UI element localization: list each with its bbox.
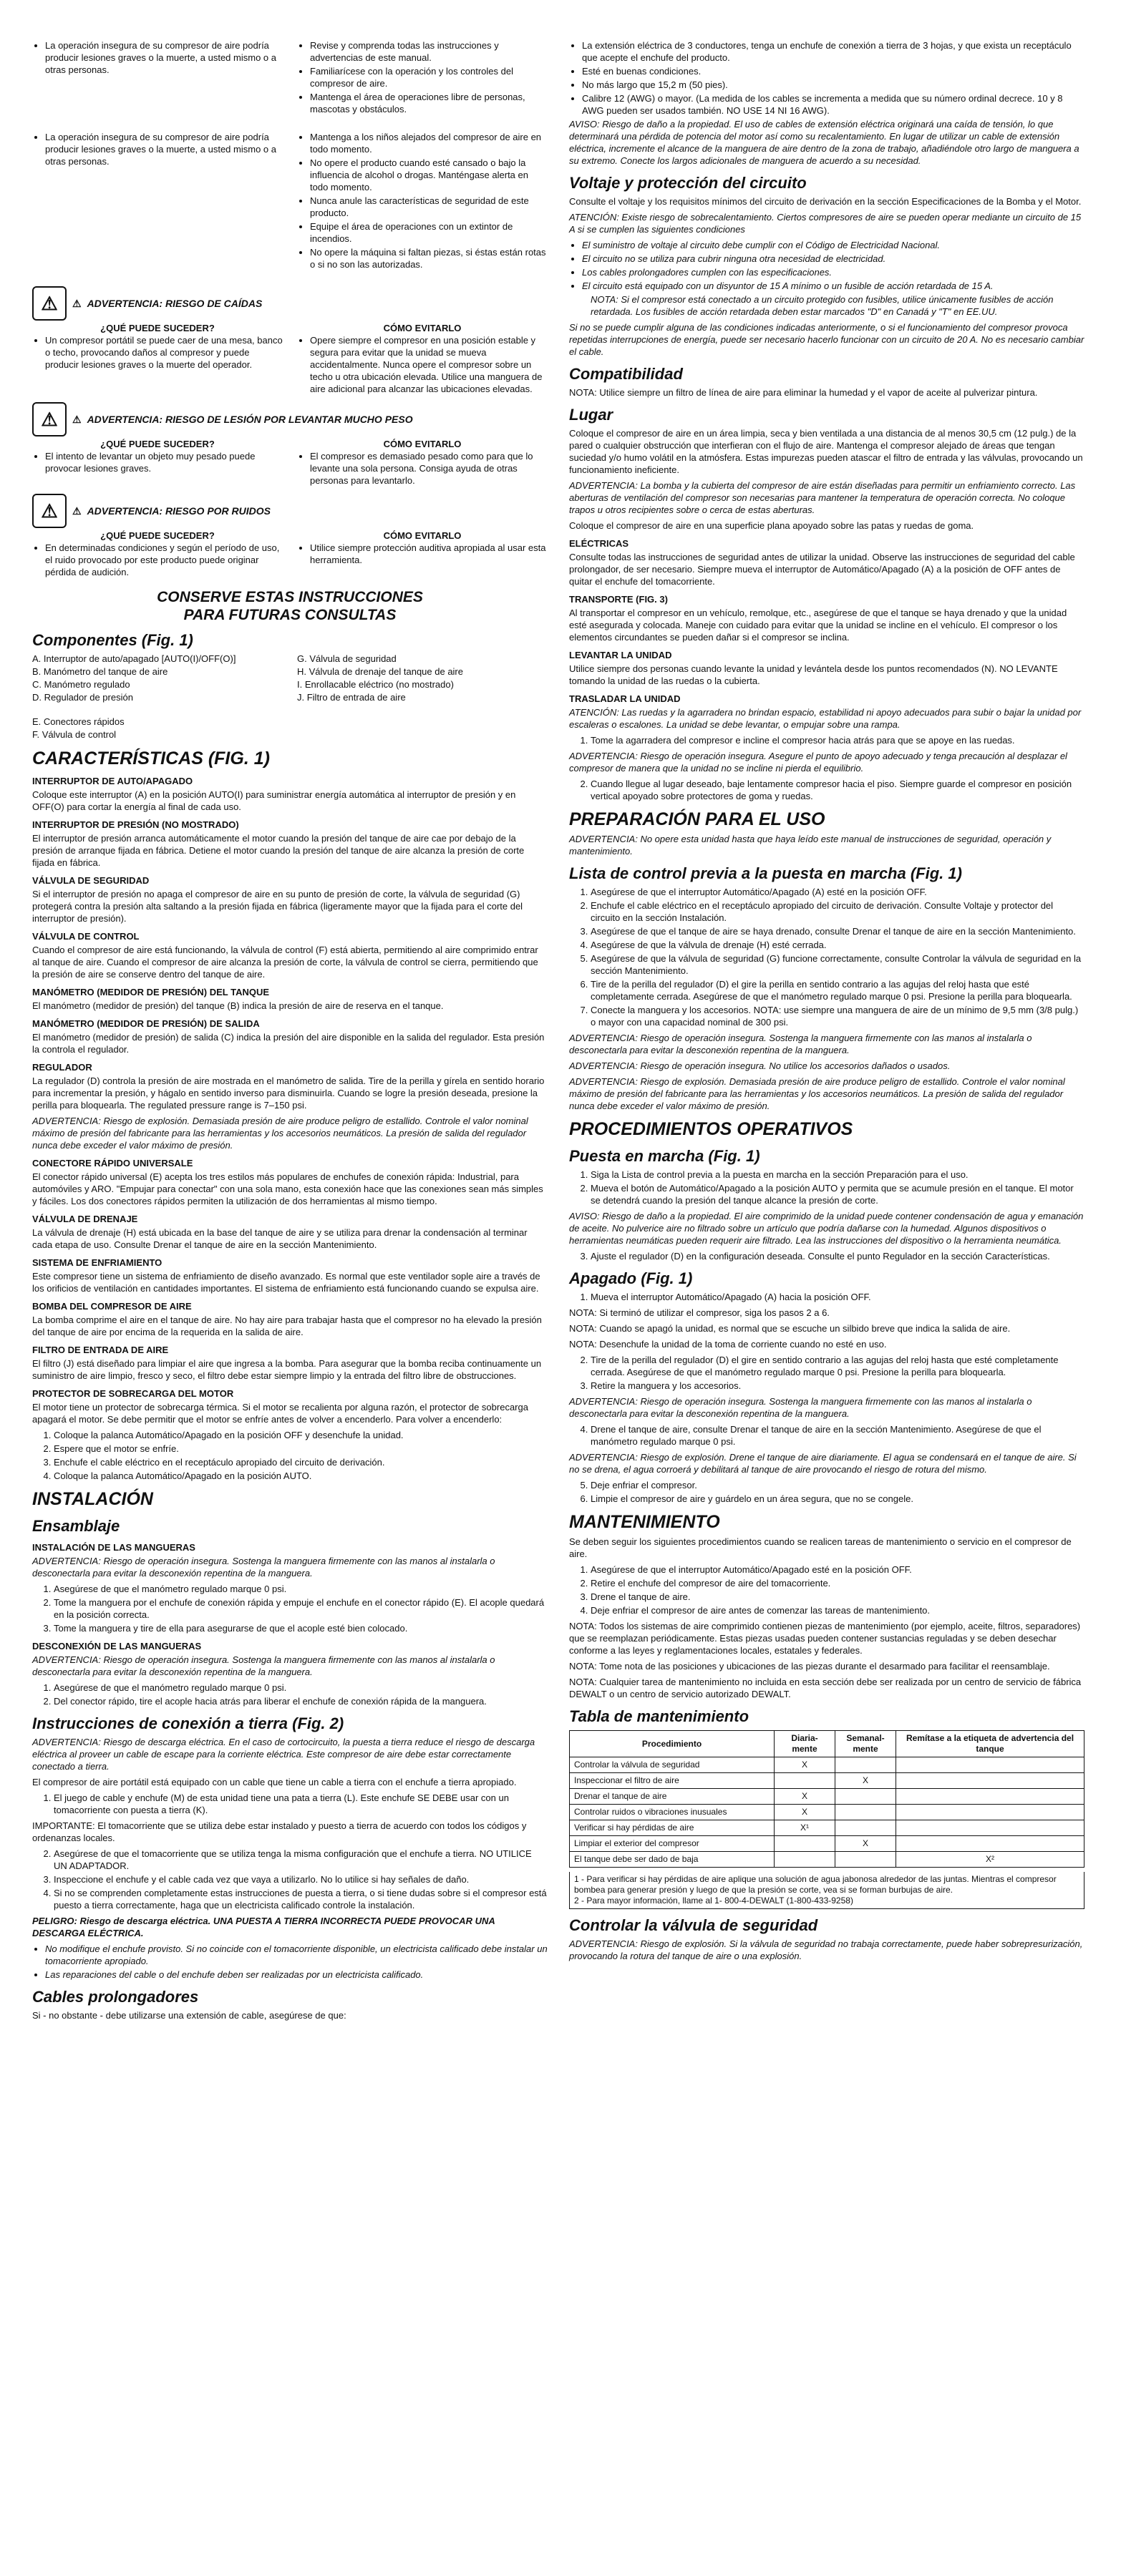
adv-block-noise: ⚠ ⚠ ADVERTENCIA: RIESGO POR RUIDOS ¿QUÉ PUEDE SUCEDER? • En determinadas condiciones y según el período de uso, el ruido provocado por este producto puede originar pérdida de audición. CÓMO EVITARLO • Utilice siempre protección auditiva apropiada al usar esta herramienta. (32, 494, 548, 580)
instalacion-heading: INSTALACIÓN (32, 1489, 153, 1509)
step-item: 4. Asegúrese de que la válvula de drenaje (H) esté cerrada. (591, 939, 1084, 951)
step-item: 4. Drene el tanque de aire, consulte Drenar el tanque de aire en la sección Mantenimiento. Asegúrese de que el manómetro regulado marque 0 psi. (591, 1423, 1084, 1448)
cables-heading: Cables prolongadores (32, 1988, 199, 2006)
table-cell: Controlar la válvula de seguridad (570, 1757, 775, 1773)
body-text: Utilice siempre dos personas cuando levante la unidad y levántela desde los puntos recomendados (N). NO LEVANTE tomando la unidad de las ruedas o la cubierta. (569, 663, 1058, 686)
note-text: NOTA: Tome nota de las posiciones y ubicaciones de las piezas durante el desarmado para facilitar el reensamblaje. (569, 1661, 1050, 1672)
danger-text: PELIGRO: Riesgo de descarga eléctrica. UNA PUESTA A TIERRA INCORRECTA PUEDE PROVOCAR UNA DESCARGA ELÉCTRICA. (32, 1916, 495, 1938)
table-header: Diaria-mente (775, 1731, 835, 1757)
table-cell (896, 1789, 1084, 1805)
step-item: 3. Asegúrese de que el tanque de aire se haya drenado, consulte Drenar el tanque de aire en la sección Mantenimiento. (591, 925, 1084, 937)
notice-text: AVISO: Riesgo de daño a la propiedad. El uso de cables de extensión eléctrica originará una caída de tensión, lo que determinará una pérdida de potencia del motor así como su recalentamiento. En lugar de utilizar un cable de extensión eléctrica, incremente el alcance de la manguera de aire dentro de la zona de trabajo, añadiéndole otro largo de manguera a su extremo. Conecte los largos adicionales de manguera de acuerdo a su necesidad. (569, 119, 1079, 166)
body-text: IMPORTANTE: El tomacorriente que se utiliza debe estar instalado y puesto a tierra de acuerdo con todos los códigos y ordenanzas locales. (32, 1820, 527, 1843)
adv-right: • Utilice siempre protección auditiva apropiada al usar esta herramienta. (310, 542, 548, 566)
adv-question: ¿QUÉ PUEDE SUCEDER? (100, 530, 215, 541)
body-text: Al transportar el compresor en un vehículo, remolque, etc., asegúrese de que el tanque se haya drenado y que la unidad esté asegurada y colocada. Maneje con cuidado para evitar que la unidad se incline en el vehículo. El compresor o los elementos circundantes se pueden dañar si el compresor se inclina. (569, 608, 1067, 643)
adv-left: • Un compresor portátil se puede caer de una mesa, banco o techo, provocando daños al compresor y puede producir lesiones graves o la muerte del operador. (45, 334, 283, 371)
step-item: 2. Cuando llegue al lugar deseado, baje lentamente compresor hacia el piso. Siempre guarde el compresor en posición vertical apoyado sobre protectores de goma y ruedas. (591, 778, 1084, 802)
table-row (570, 1805, 1084, 1820)
adv-answer: CÓMO EVITARLO (383, 323, 462, 333)
step-item: 2. Retire el enchufe del compresor de aire del tomacorriente. (591, 1577, 1084, 1589)
note-text: NOTA: Cualquier tarea de mantenimiento no incluida en esta sección debe ser realizada por un centro de servicio de fábrica DEWALT o un centro de servicio autorizado DEWALT. (569, 1677, 1082, 1699)
feature-heading: CONECTORE RÁPIDO UNIVERSALE (32, 1158, 193, 1169)
step-item: 1. El juego de cable y enchufe (M) de esta unidad tiene una pata a tierra (L). Este enchufe SE DEBE usar con un tomacorriente con puesta a tierra (K). (54, 1792, 548, 1816)
falling-person-icon: ⚠ (32, 286, 67, 321)
step-item: 2. Del conector rápido, tire el acople hacia atrás para liberar el enchufe de conexión rápida de la manguera. (54, 1695, 548, 1707)
save-instructions-title (32, 588, 548, 624)
bullet-item: • Los cables prolongadores cumplen con las especificaciones. (582, 266, 1084, 278)
table-header: Semanal-mente (835, 1731, 896, 1757)
warning-text: ADVERTENCIA: Riesgo de explosión. Demasiada presión de aire produce peligro de estallido. Controle el valor nominal máximo de presión del fabricante para las herramientas y los accesorios neumáticos. La presión de salida del regulador nunca debe exceder el valor máximo de presión. (569, 1076, 1065, 1111)
feature-text: El motor tiene un protector de sobrecarga térmica. Si el motor se recalienta por alguna razón, el protector de sobrecarga apagará el motor. Se debe permitir que el motor se enfríe antes de volver a encenderlo. Para volver a encenderlo: (32, 1402, 528, 1425)
table-cell (835, 1820, 896, 1836)
step-item: 4. Si no se comprenden completamente estas instrucciones de puesta a tierra, o si tiene dudas sobre si el compresor está puesto a tierra correctamente, haga que un electricista calificado controle la instalación. (54, 1887, 548, 1911)
table-cell: X (835, 1836, 896, 1852)
table-cell (835, 1789, 896, 1805)
component-item: E. Conectores rápidos (32, 716, 125, 727)
step-item: 1. Asegúrese de que el interruptor Automático/Apagado (A) esté en la posición OFF. (591, 886, 1084, 898)
feature-heading: FILTRO DE ENTRADA DE AIRE (32, 1345, 169, 1355)
table-row (570, 1773, 1084, 1789)
body-text: Si no se puede cumplir alguna de las condiciones indicadas anteriormente, o si el funcionamiento del compresor provoca repetidas interrupciones de energía, puede ser necesario hacerlo funcionar con un circuito de 20 A. No es necesario cambiar el cable. (569, 322, 1084, 357)
table-note: 1 - Para verificar si hay pérdidas de aire aplique una solución de agua jabonosa alrededor de las juntas. Mientras el compresor bombea para generar presión y luego de que la presión se corte, vea si se forman burbujas de aire. (574, 1874, 1057, 1895)
warning-text: ATENCIÓN: Las ruedas y la agarradera no brindan espacio, estabilidad ni apoyo adecuados para subir o bajar la unidad por escaleras o escalones. La unidad se debe levantar, o empujar sobre una rampa. (569, 707, 1082, 730)
warning-text: ADVERTENCIA: Riesgo de explosión. Si la válvula de seguridad no trabaja correctamente, puede haber sobrepresurización, provocando la rotura del tanque de aire o una explosión. (569, 1938, 1083, 1961)
section-heading: LEVANTAR LA UNIDAD (569, 650, 672, 660)
feature-heading: SISTEMA DE ENFRIAMIENTO (32, 1257, 162, 1268)
warning-item: • No opere el producto cuando esté cansado o bajo la influencia de alcohol o drogas. Manténgase alerta en todo momento. (310, 157, 548, 193)
table-cell: Inspeccionar el filtro de aire (570, 1773, 775, 1789)
table-row (570, 1836, 1084, 1852)
notice-text: AVISO: Riesgo de daño a la propiedad. El aire comprimido de la unidad puede contener condensación de agua y emanación de aceite. No pulverice aire no filtrado sobre un artículo que podría dañarse con la humedad. Algunos dispositivos o herramientas neumáticas pueden requerir aire filtrado. Lea las instrucciones del dispositivo o la herramienta neumática. (569, 1211, 1084, 1246)
warning-row-2 (32, 131, 548, 272)
body-text: Si - no obstante - debe utilizarse una extensión de cable, asegúrese de que: (32, 2010, 346, 2021)
component-item: D. Regulador de presión (32, 692, 133, 703)
table-cell: Limpiar el exterior del compresor (570, 1836, 775, 1852)
adv-right: • Opere siempre el compresor en una posición estable y segura para evitar que la unidad se mueva accidentalmente. Nunca opere el compresor sobre un techo u otra ubicación elevada. Utilice una manguera de aire adicional para alcanzar las ubicaciones elevadas. (310, 334, 548, 395)
note-text: NOTA: Todos los sistemas de aire comprimido contienen piezas de mantenimiento (por ejemplo, aceite, filtros, separadores) que se reemplazan periódicamente. Estas piezas usadas pueden contener sustancias reguladas y se deben desechar conforme a las leyes y reglamentaciones locales, estatales y federales. (569, 1621, 1081, 1656)
warning-text: ADVERTENCIA: Riesgo de operación insegura. Asegure el punto de apoyo adecuado y tenga precaución al desplazar el compresor de manera que la unidad no se incline ni pierda el equilibrio. (569, 751, 1067, 774)
adv-block-falls: ⚠ ⚠ ADVERTENCIA: RIESGO DE CAÍDAS ¿QUÉ PUEDE SUCEDER? • Un compresor portátil se puede caer de una mesa, banco o techo, provocando daños al compresor y puede producir lesiones graves o la muerte del operador. CÓMO EVITARLO • Opere siempre el compresor en una posición estable y segura para evitar que la unidad se mueva accidentalmente. Nunca opere el compresor sobre un techo u otra ubicación elevada. Utilice una manguera de aire adicional para alcanzar las ubicaciones elevadas. (32, 286, 548, 396)
table-cell (775, 1852, 835, 1868)
warning-text: ADVERTENCIA: No opere esta unidad hasta que haya leído este manual de instrucciones de seguridad, operación y mantenimiento. (569, 834, 1052, 857)
puesta-heading: Puesta en marcha (Fig. 1) (569, 1147, 760, 1165)
feature-heading: VÁLVULA DE SEGURIDAD (32, 875, 150, 886)
feature-text: Coloque este interruptor (A) en la posición AUTO(I) para suministrar energía automática al interruptor de presión y en OFF(O) para cortar la energía al final de cada uso. (32, 789, 516, 812)
table-row (570, 1820, 1084, 1836)
valvula-heading: Controlar la válvula de seguridad (569, 1916, 818, 1934)
ear-protection-icon: ⚠ (32, 494, 67, 528)
body-text: El compresor de aire portátil está equipado con un cable que tiene un cable a tierra con el enchufe a tierra apropiado. (32, 1777, 517, 1787)
step-item: 5. Deje enfriar el compresor. (591, 1479, 1084, 1491)
left-column (32, 39, 548, 2025)
note-text: NOTA: Si terminó de utilizar el compresor, siga los pasos 2 a 6. (569, 1307, 830, 1318)
warning-text: ADVERTENCIA: Riesgo de operación insegura. No utilice los accesorios dañados o usados. (569, 1060, 951, 1071)
warning-text: ADVERTENCIA: Riesgo de operación insegura. Sostenga la manguera firmemente con las manos al instalarla o desconectarla para evitar la desconexión repentina de la manguera. (32, 1556, 495, 1579)
step-item: 1. Mueva el interruptor Automático/Apagado (A) hacia la posición OFF. (591, 1291, 1084, 1303)
lugar-heading: Lugar (569, 406, 613, 424)
warning-text: ADVERTENCIA: Riesgo de operación insegura. Sostenga la manguera firmemente con las manos al instalarla o desconectarla para evitar la desconexión repentina de la manguera. (569, 1396, 1032, 1419)
feature-heading: INTERRUPTOR DE PRESIÓN (NO MOSTRADO) (32, 819, 239, 830)
table-header: Remítase a la etiqueta de advertencia del tanque (896, 1731, 1084, 1757)
component-item: F. Válvula de control (32, 729, 117, 740)
table-cell (775, 1836, 835, 1852)
table-row (570, 1852, 1084, 1868)
table-cell: X (775, 1789, 835, 1805)
feature-heading: BOMBA DEL COMPRESOR DE AIRE (32, 1301, 192, 1312)
adv-question: ¿QUÉ PUEDE SUCEDER? (100, 439, 215, 449)
mant-heading: MANTENIMIENTO (569, 1512, 720, 1532)
lista-heading: Lista de control previa a la puesta en marcha (Fig. 1) (569, 864, 962, 882)
body-text: Coloque el compresor de aire en una superficie plana apoyado sobre las patas y ruedas de goma. (569, 520, 974, 531)
prep-heading: PREPARACIÓN PARA EL USO (569, 809, 825, 829)
feature-heading: REGULADOR (32, 1062, 92, 1073)
tierra-heading: Instrucciones de conexión a tierra (Fig. 2) (32, 1714, 344, 1732)
components-list (32, 653, 548, 741)
warning-item: • Nunca anule las características de seguridad de este producto. (310, 195, 548, 219)
warning-text: ATENCIÓN: Existe riesgo de sobrecalentamiento. Ciertos compresores de aire se pueden operar mediante un circuito de 15 A si se cumplen las siguientes condiciones (569, 212, 1082, 235)
bullet-item: • Esté en buenas condiciones. (582, 65, 1084, 77)
lifting-person-icon: ⚠ (32, 402, 67, 436)
step-item: 5. Asegúrese de que la válvula de seguridad (G) funcione correctamente, consulte Controlar la válvula de seguridad en la sección Mantenimiento. (591, 952, 1084, 977)
table-cell (896, 1820, 1084, 1836)
table-cell (896, 1773, 1084, 1789)
body-text: Consulte todas las instrucciones de seguridad antes de utilizar la unidad. Observe las instrucciones de seguridad del cable prolongador, de ser necesario. Siempre mueva el interruptor de Automático/Apagado (A) a la posición de OFF antes de quitar el enchufe del tomacorriente. (569, 552, 1075, 587)
step-item: 4. Deje enfriar el compresor de aire antes de comenzar las tareas de mantenimiento. (591, 1604, 1084, 1616)
warning-text: ADVERTENCIA: Riesgo de operación insegura. Sostenga la manguera firmemente con las manos al instalarla o desconectarla para evitar la desconexión repentina de la manguera. (32, 1654, 495, 1677)
component-item: I. Enrollacable eléctrico (no mostrado) (297, 679, 454, 690)
feature-text: Este compresor tiene un sistema de enfriamiento de diseño avanzado. Es normal que este ventilador sople aire a través de los orificios de ventilación en cantidades importantes. El sistema de enfriamiento está funcionando cuando se expulsa aire. (32, 1271, 540, 1294)
table-cell: Controlar ruidos o vibraciones inusuales (570, 1805, 775, 1820)
body-text: Se deben seguir los siguientes procedimientos cuando se realicen tareas de mantenimiento o servicio en el compresor de aire. (569, 1536, 1072, 1559)
step-item: 2. Mueva el botón de Automático/Apagado a la posición AUTO y permita que se acumule presión en el tanque. El motor se detendrá cuando la presión del tanque alcance la presión de corte. (591, 1182, 1084, 1206)
table-row (570, 1789, 1084, 1805)
table-cell: X¹ (775, 1820, 835, 1836)
feature-text: El manómetro (medidor de presión) del tanque (B) indica la presión de aire de reserva en el tanque. (32, 1000, 444, 1011)
bullet-item: • El circuito no se utiliza para cubrir ninguna otra necesidad de electricidad. (582, 253, 1084, 265)
right-column (569, 39, 1084, 1966)
feature-heading: VÁLVULA DE DRENAJE (32, 1214, 138, 1224)
step-item: 3. Drene el tanque de aire. (591, 1591, 1084, 1603)
bullet-item: • No modifique el enchufe provisto. Si no coincide con el tomacorriente disponible, un electricista calificado debe instalar un tomacorriente apropiado. (45, 1943, 548, 1967)
note-text: NOTA: Cuando se apagó la unidad, es normal que se escuche un silbido breve que indica la salida de aire. (569, 1323, 1011, 1334)
note-text: NOTA: Desenchufe la unidad de la toma de corriente cuando no esté en uso. (569, 1339, 887, 1350)
save-title-line-1: CONSERVE ESTAS INSTRUCCIONES (157, 589, 423, 605)
feature-text: El interruptor de presión arranca automáticamente el motor cuando la presión del tanque de aire cae por debajo de la presión de arranque fijada en fábrica. Detiene el motor cuando la presión del tanque de aire alcanza la presión de corte fijada en fábrica. (32, 833, 525, 868)
step-item: 1. Asegúrese de que el manómetro regulado marque 0 psi. (54, 1583, 548, 1595)
table-cell: X (775, 1757, 835, 1773)
warning-item: • Revise y comprenda todas las instrucciones y advertencias de este manual. (310, 39, 548, 64)
step-item: 2. Asegúrese de que el tomacorriente que se utiliza tenga la misma configuración que el enchufe a tierra. NO UTILICE UN ADAPTADOR. (54, 1848, 548, 1872)
table-cell (835, 1805, 896, 1820)
table-cell (835, 1757, 896, 1773)
step-item: 3. Inspeccione el enchufe y el cable cada vez que vaya a utilizarlo. No lo utilice si hay señales de daño. (54, 1873, 548, 1885)
component-item: B. Manómetro del tanque de aire (32, 666, 168, 677)
step-item: 3. Enchufe el cable eléctrico en el receptáculo apropiado del circuito de derivación. (54, 1456, 548, 1468)
table-note: 2 - Para mayor información, llame al 1- 800-4-DEWALT (1-800-433-9258) (574, 1896, 853, 1906)
table-cell (896, 1836, 1084, 1852)
step-item: 3. Tome la manguera y tire de ella para asegurarse de que el acople esté bien colocado. (54, 1622, 548, 1634)
feature-text: La bomba comprime el aire en el tanque de aire. No hay aire para trabajar hasta que el compresor no ha elevado la presión del tanque de aire por encima de la requerida en la salida de aire. (32, 1314, 542, 1337)
bullet-item: • No más largo que 15,2 m (50 pies). (582, 79, 1084, 91)
voltaje-heading: Voltaje y protección del circuito (569, 174, 807, 192)
feature-heading: MANÓMETRO (MEDIDOR DE PRESIÓN) DEL TANQUE (32, 987, 270, 997)
table-cell: X (835, 1773, 896, 1789)
table-header-row (570, 1731, 1084, 1757)
ensamblaje-heading: Ensamblaje (32, 1517, 120, 1535)
section-heading: TRANSPORTE (FIG. 3) (569, 594, 668, 605)
warning-text: ADVERTENCIA: Riesgo de descarga eléctrica. En el caso de cortocircuito, la puesta a tierra reduce el riesgo de descarga eléctrica al proveer un cable de escape para la corriente eléctrica. Este compresor de aire debe estar correctamente conectado a tierra. (32, 1737, 535, 1772)
save-title-line-2: PARA FUTURAS CONSULTAS (183, 607, 397, 623)
feature-text: Si el interruptor de presión no apaga el compresor de aire en su punto de presión de corte, la válvula de seguridad (G) protegerá contra la presión alta saltando a la presión fijada en fábrica (ligeramente mayor que la fijada para el corte del interruptor de presión). (32, 889, 523, 924)
caracteristicas-heading: CARACTERÍSTICAS (FIG. 1) (32, 748, 270, 769)
adv-right: • El compresor es demasiado pesado como para que lo levante una sola persona. Consiga ayuda de otras personas para levantarlo. (310, 450, 548, 487)
component-item: J. Filtro de entrada de aire (297, 692, 406, 703)
warning-text: ADVERTENCIA: Riesgo de explosión. Drene el tanque de aire diariamente. El agua se condensará en el tanque de aire. Si no se drena, el agua corroerá y debilitará al tanque de aire provocando el riesgo de rotura del mismo. (569, 1452, 1077, 1475)
component-item: C. Manómetro regulado (32, 679, 130, 690)
table-cell: Drenar el tanque de aire (570, 1789, 775, 1805)
step-item: 2. Espere que el motor se enfríe. (54, 1443, 548, 1455)
step-item: 3. Ajuste el regulador (D) en la configuración deseada. Consulte el punto Regulador en la sección Características. (591, 1250, 1084, 1262)
table-notes (569, 1872, 1084, 1909)
step-item: 3. Retire la manguera y los accesorios. (591, 1380, 1084, 1392)
component-item: A. Interruptor de auto/apagado [AUTO(I)/OFF(O)] (32, 653, 236, 664)
bullet-item: • Las reparaciones del cable o del enchufe deben ser realizadas por un electricista calificado. (45, 1968, 548, 1981)
bullet-item: • El circuito está equipado con un disyuntor de 15 A mínimo o un fusible de acción retardada de 15 A. (582, 280, 1084, 292)
warning-text: ADVERTENCIA: La bomba y la cubierta del compresor de aire están diseñadas para permitir un enfriamiento correcto. Las aberturas de ventilación del compresor son necesarias para mantener la temperatura de operación correcta. No coloque trapos u otros recipientes sobre o cerca de estas aberturas. (569, 480, 1076, 515)
warning-item: • Familiarícese con la operación y los controles del compresor de aire. (310, 65, 548, 89)
warning-item: • Mantenga el área de operaciones libre de personas, mascotas y obstáculos. (310, 91, 548, 115)
step-item: 1. Asegúrese de que el manómetro regulado marque 0 psi. (54, 1682, 548, 1694)
step-item: 1. Coloque la palanca Automático/Apagado en la posición OFF y desenchufe la unidad. (54, 1429, 548, 1441)
overload-steps (32, 1429, 548, 1482)
table-cell: X (775, 1805, 835, 1820)
feature-text: Cuando el compresor de aire está funcionando, la válvula de control (F) está abierta, permitiendo al aire comprimido entrar al tanque de aire. Cuando el compresor de aire alcanza la presión de corte, la válvula de control se cierra, permitiendo que la presión de aire se conserve dentro del tanque de aire. (32, 945, 538, 980)
note-text: NOTA: Utilice siempre un filtro de línea de aire para eliminar la humedad y el vapor de aceite al pulverizar pintura. (569, 387, 1038, 398)
section-heading: TRASLADAR LA UNIDAD (569, 693, 681, 704)
table-cell: Verificar si hay pérdidas de aire (570, 1820, 775, 1836)
table-cell (835, 1852, 896, 1868)
feature-text: La regulador (D) controla la presión de aire mostrada en el manómetro de salida. Tire de la perilla y gírela en sentido horario para incrementar la presión, y hágalo en sentido inverso para disminuirla. Cuando se logre la presión deseada, presione la perilla para bloquearla. The regulated pressure range is 7–150 psi. (32, 1075, 545, 1111)
warning-text: ADVERTENCIA: Riesgo de operación insegura. Sostenga la manguera firmemente con las manos al instalarla o desconectarla para evitar la desconexión repentina de la manguera. (569, 1033, 1032, 1055)
bullet-item: • El suministro de voltaje al circuito debe cumplir con el Código de Electricidad Nacional. (582, 239, 1084, 251)
adv-question: ¿QUÉ PUEDE SUCEDER? (100, 323, 215, 333)
apagado-heading: Apagado (Fig. 1) (569, 1269, 693, 1287)
note-text: NOTA: Si el compresor está conectado a un circuito protegido con fusibles, utilice únicamente fusibles de acción retardada. Los fusibles de acción retardada deben estar marcados "D" en Canadá y "T" en EE.UU. (591, 294, 1054, 317)
adv-left: • El intento de levantar un objeto muy pesado puede provocar lesiones graves. (45, 450, 283, 474)
maintenance-table (569, 1730, 1084, 1868)
feature-text: El manómetro (medidor de presión) de salida (C) indica la presión del aire disponible en la salida del regulador. Esta presión la controla el regulador. (32, 1032, 545, 1055)
component-item: H. Válvula de drenaje del tanque de aire (297, 666, 463, 677)
adv-title: ADVERTENCIA: RIESGO POR RUIDOS (87, 504, 271, 517)
step-item: 2. Enchufe el cable eléctrico en el receptáculo apropiado del circuito de derivación. Consulte Voltaje y protector del circuito en la sección Instalación. (591, 899, 1084, 924)
body-text: Consulte el voltaje y los requisitos mínimos del circuito de derivación en la sección Especificaciones de la Bomba y el Motor. (569, 196, 1082, 207)
table-cell (896, 1757, 1084, 1773)
componentes-heading: Componentes (Fig. 1) (32, 631, 193, 649)
warning-item: • Mantenga a los niños alejados del compresor de aire en todo momento. (310, 131, 548, 155)
warning-item: • Equipe el área de operaciones con un extintor de incendios. (310, 220, 548, 245)
tabla-heading: Tabla de mantenimiento (569, 1707, 749, 1725)
adv-answer: CÓMO EVITARLO (383, 439, 462, 449)
section-heading: INSTALACIÓN DE LAS MANGUERAS (32, 1542, 195, 1553)
table-cell: El tanque debe ser dado de baja (570, 1852, 775, 1868)
adv-answer: CÓMO EVITARLO (383, 530, 462, 541)
section-heading: DESCONEXIÓN DE LAS MANGUERAS (32, 1641, 202, 1652)
step-item: 6. Limpie el compresor de aire y guárdelo en un área segura, que no se congele. (591, 1493, 1084, 1505)
warning-text: • La operación insegura de su compresor de aire podría producir lesiones graves o la muerte, a usted mismo o a otras personas. (45, 39, 283, 76)
step-item: 1. Siga la Lista de control previa a la puesta en marcha en la sección Preparación para el uso. (591, 1169, 1084, 1181)
body-text: Coloque el compresor de aire en un área limpia, seca y bien ventilada a una distancia de al menos 30,5 cm (12 pulg.) de la pared o cualquier obstrucción que interfieran con el flujo de aire. Mantenga el compresor alejado de áreas que tengan suciedad y/o humo volátil en la atmósfera. Estas impurezas pueden atascar el filtro de entrada y las válvulas, provocando un funcionamiento ineficiente. (569, 428, 1083, 475)
feature-text: El conector rápido universal (E) acepta los tres estilos más populares de enchufes de conexión rápida: Industrial, para automóviles y ARO. "Empujar para conectar" con una sola mano, esta conexión hace que las conexiones sean más simples y fáciles. Los dos conectores rápidos permiten la utilización de dos herramientas al mismo tiempo. (32, 1171, 543, 1206)
bullet-item: • La extensión eléctrica de 3 conductores, tenga un enchufe de conexión a tierra de 3 hojas, y que exista un receptáculo que acepte el enchufe del producto. (582, 39, 1084, 64)
table-cell (896, 1805, 1084, 1820)
section-heading: ELÉCTRICAS (569, 538, 629, 549)
warning-row-1 (32, 39, 548, 117)
table-row (570, 1757, 1084, 1773)
step-item: 6. Tire de la perilla del regulador (D) el gire la perilla en sentido contrario a las agujas del reloj hasta que esté completamente cerrada. Asegúrese de que el manómetro regulado marque 0 psi. Presione la perilla para bloquearla. (591, 978, 1084, 1002)
feature-heading: INTERRUPTOR DE AUTO/APAGADO (32, 776, 193, 786)
step-item: 7. Conecte la manguera y los accesorios. NOTA: use siempre una manguera de aire de un mínimo de 9,5 mm (3/8 pulg.) o mayor con una capacidad nominal de 300 psi. (591, 1004, 1084, 1028)
adv-left: • En determinadas condiciones y según el período de uso, el ruido provocado por este producto puede originar pérdida de audición. (45, 542, 283, 578)
feature-heading: PROTECTOR DE SOBRECARGA DEL MOTOR (32, 1388, 234, 1399)
adv-block-lifting: ⚠ ⚠ ADVERTENCIA: RIESGO DE LESIÓN POR LEVANTAR MUCHO PESO ¿QUÉ PUEDE SUCEDER? • El intento de levantar un objeto muy pesado puede provocar lesiones graves. CÓMO EVITARLO • El compresor es demasiado pesado como para que lo levante una sola persona. Consiga ayuda de otras personas para levantarlo. (32, 402, 548, 488)
step-item: 2. Tire de la perilla del regulador (D) el gire en sentido contrario a las agujas del reloj hasta que esté completamente cerrada. Asegúrese de que el manómetro regulado marque 0 psi. Presione la perilla para bloquearla. (591, 1354, 1084, 1378)
feature-heading: VÁLVULA DE CONTROL (32, 931, 140, 942)
warning-text: ADVERTENCIA: Riesgo de explosión. Demasiada presión de aire produce peligro de estallido. Controle el valor nominal máximo de presión del fabricante para las herramientas y los accesorios neumáticos. La presión de salida del regulador nunca debe exceder el valor máximo de presión. (32, 1116, 528, 1151)
step-item: 4. Coloque la palanca Automático/Apagado en la posición AUTO. (54, 1470, 548, 1482)
step-item: 2. Tome la manguera por el enchufe de conexión rápida y empuje el enchufe en el conector rápido (E). El acople quedará en la posición correcta. (54, 1596, 548, 1621)
feature-text: El filtro (J) está diseñado para limpiar el aire que ingresa a la bomba. Para asegurar que la bomba reciba continuamente un suministro de aire limpio, fresco y seco, el filtro debe estar siempre limpio y la entrada del filtro libre de obstrucciones. (32, 1358, 542, 1381)
warning-text: • La operación insegura de su compresor de aire podría producir lesiones graves o la muerte, a usted mismo o a otras personas. (45, 131, 283, 167)
adv-title: ADVERTENCIA: RIESGO DE CAÍDAS (87, 297, 263, 309)
table-cell (775, 1773, 835, 1789)
feature-heading: MANÓMETRO (MEDIDOR DE PRESIÓN) DE SALIDA (32, 1018, 260, 1029)
step-item: 1. Asegúrese de que el interruptor Automático/Apagado esté en la posición OFF. (591, 1563, 1084, 1576)
proc-heading: PROCEDIMIENTOS OPERATIVOS (569, 1119, 853, 1139)
feature-text: La válvula de drenaje (H) está ubicada en la base del tanque de aire y se utiliza para drenar la condensación al terminar cada etapa de uso. Consulte Drenar el tanque de aire en la sección Mantenimiento. (32, 1227, 528, 1250)
adv-title: ADVERTENCIA: RIESGO DE LESIÓN POR LEVANTAR MUCHO PESO (87, 413, 413, 425)
table-header: Procedimiento (570, 1731, 775, 1757)
compat-heading: Compatibilidad (569, 365, 683, 383)
bullet-item: • Calibre 12 (AWG) o mayor. (La medida de los cables se incrementa a medida que su número ordinal decrece. 10 y 8 AWG pueden ser usados también. NO USE 14 NI 16 AWG). (582, 92, 1084, 117)
warning-item: • No opere la máquina si faltan piezas, si éstas están rotas o si no son las autorizadas. (310, 246, 548, 270)
step-item: 1. Tome la agarradera del compresor e incline el compresor hacia atrás para que se apoye en las ruedas. (591, 734, 1084, 746)
component-item: G. Válvula de seguridad (297, 653, 397, 664)
table-cell: X² (896, 1852, 1084, 1868)
